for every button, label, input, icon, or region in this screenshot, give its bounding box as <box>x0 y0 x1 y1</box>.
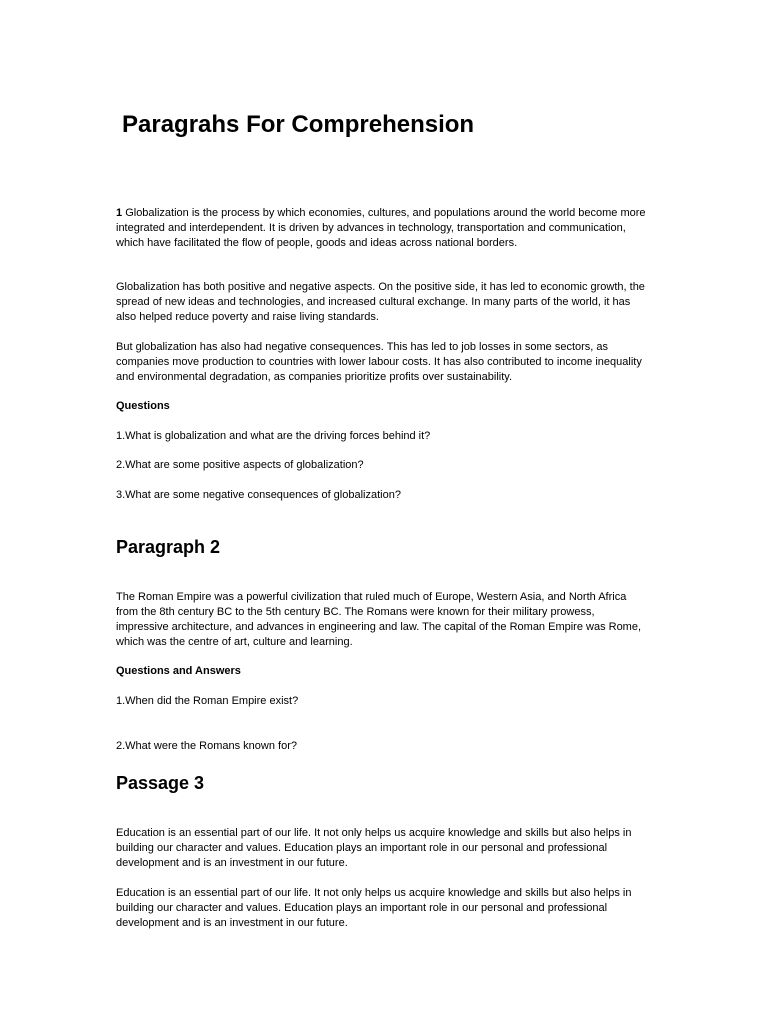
page-title: Paragrahs For Comprehension <box>122 111 475 138</box>
section3-heading: Passage 3 <box>116 773 205 793</box>
section1-paragraph-1 <box>116 206 646 251</box>
section1-paragraph-2: Globalization has both positive and negative aspects. On the positive side, it has led to economic growth, the spread of new ideas and technologies, and increased cultural exchange. In many parts of the world, it has also helped reduce poverty and raise living standards. <box>116 281 645 323</box>
section2-paragraph: The Roman Empire was a powerful civilization that ruled much of Europe, Western Asia, and North Africa from the 8th century BC to the 5th century BC. The Romans were known for their military prowess, impressive architecture, and advances in engineering and law. The capital of the Roman Empire was Rome, which was the centre of art, culture and learning. <box>116 591 642 648</box>
section1-paragraph-1-text: Globalization is the process by which economies, cultures, and populations around the world become more integrated and interdependent. It is driven by advances in technology, transportation and communication, which have facilitated the flow of people, goods and ideas across national borders. <box>116 207 646 249</box>
section2-question-1: 1.When did the Roman Empire exist? <box>116 695 299 707</box>
section2-questions-label: Questions and Answers <box>116 665 241 677</box>
section1-question-3: 3.What are some negative consequences of globalization? <box>116 489 401 501</box>
section3-paragraph-1: Education is an essential part of our life. It not only helps us acquire knowledge and skills but also helps in building our character and values. Education plays an important role in our personal and professional development and is an investment in our future. <box>116 827 632 869</box>
section1-paragraph-3: But globalization has also had negative consequences. This has led to job losses in some sectors, as companies move production to countries with lower labour costs. It has also contributed to income inequality and environmental degradation, as companies prioritize profits over sustainability. <box>116 341 642 383</box>
section1-number: 1 <box>116 207 123 219</box>
section3-paragraph-2: Education is an essential part of our life. It not only helps us acquire knowledge and skills but also helps in building our character and values. Education plays an important role in our personal and professional development and is an investment in our future. <box>116 887 632 929</box>
section1-question-1: 1.What is globalization and what are the driving forces behind it? <box>116 430 431 442</box>
section2-heading: Paragraph 2 <box>116 537 221 557</box>
section1-question-2: 2.What are some positive aspects of globalization? <box>116 459 364 471</box>
section1-questions-label: Questions <box>116 400 170 412</box>
section2-question-2: 2.What were the Romans known for? <box>116 740 297 752</box>
